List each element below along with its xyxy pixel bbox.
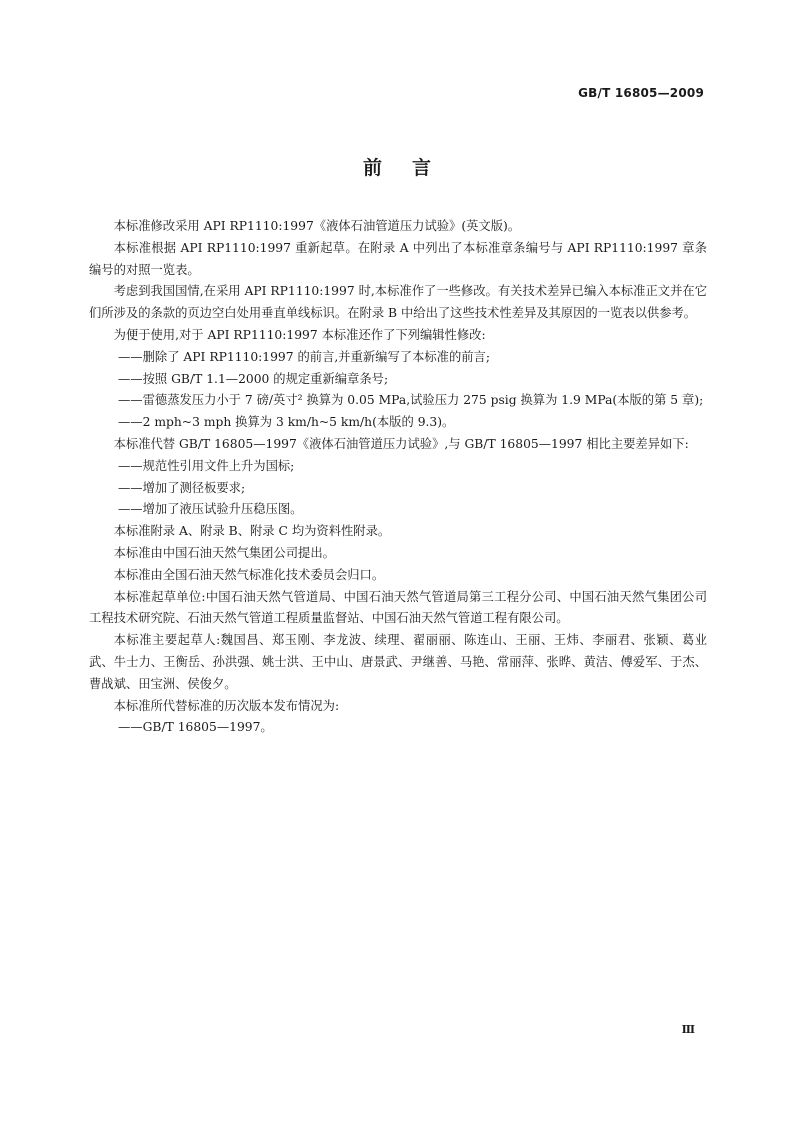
paragraph: 考虑到我国国情,在采用 API RP1110:1997 时,本标准作了一些修改。有关技术差异已编入本标准正文并在它们所涉及的条款的页边空白处用垂直单线标识。在附录 B 中给出了这些技术性差异及其原因的一览表以供参考。 — [89, 284, 707, 321]
paragraph: 本标准由全国石油天然气标准化技术委员会归口。 — [113, 567, 385, 582]
paragraph: 本标准根据 API RP1110:1997 重新起草。在附录 A 中列出了本标准章条编号与 API RP1110:1997 章条编号的对照一览表。 — [89, 240, 707, 277]
paragraph: 本标准主要起草人:魏国昌、郑玉刚、李龙波、续理、翟丽丽、陈连山、王丽、王炜、李丽君、张颖、葛业武、牛士力、王衡岳、孙洪强、姚士洪、王中山、唐景武、尹继善、马艳、常丽萍、张晔、黄洁、傅爱军、于杰、曹战斌、田宝洲、侯俊夕。 — [89, 633, 707, 691]
paragraph: 为便于使用,对于 API RP1110:1997 本标准还作了下列编辑性修改: — [113, 327, 486, 342]
page-title: 前言 — [362, 157, 461, 179]
list-item: ——删除了 API RP1110:1997 的前言,并重新编写了本标准的前言; — [118, 349, 490, 364]
page-number: Ⅲ — [681, 1023, 695, 1036]
list-item: ——GB/T 16805—1997。 — [118, 720, 273, 735]
list-item: ——雷德蒸发压力小于 7 磅/英寸² 换算为 0.05 MPa,试验压力 275 psig 换算为 1.9 MPa(本版的第 5 章); — [118, 393, 704, 408]
paragraph: 本标准由中国石油天然气集团公司提出。 — [113, 545, 335, 560]
paragraph: 本标准所代替标准的历次版本发布情况为: — [113, 698, 340, 713]
paragraph: 本标准修改采用 API RP1110:1997《液体石油管道压力试验》(英文版)。 — [113, 219, 521, 233]
foreword-body — [89, 216, 707, 739]
paragraph: 本标准代替 GB/T 16805—1997《液体石油管道压力试验》,与 GB/T 16805—1997 相比主要差异如下: — [113, 436, 689, 451]
list-item: ——按照 GB/T 1.1—2000 的规定重新编章条号; — [118, 371, 389, 386]
list-item: ——2 mph~3 mph 换算为 3 km/h~5 km/h(本版的 9.3)。 — [118, 415, 455, 430]
list-item: ——增加了测径板要求; — [118, 480, 246, 495]
standard-code-header: GB/T 16805—2009 — [578, 86, 704, 100]
paragraph: 本标准附录 A、附录 B、附录 C 均为资料性附录。 — [113, 524, 391, 539]
list-item: ——增加了液压试验升压稳压图。 — [118, 502, 303, 517]
paragraph: 本标准起草单位:中国石油天然气管道局、中国石油天然气管道局第三工程分公司、中国石油天然气集团公司工程技术研究院、石油天然气管道工程质量监督站、中国石油天然气管道工程有限公司。 — [89, 589, 707, 626]
list-item: ——规范性引用文件上升为国标; — [118, 458, 295, 473]
